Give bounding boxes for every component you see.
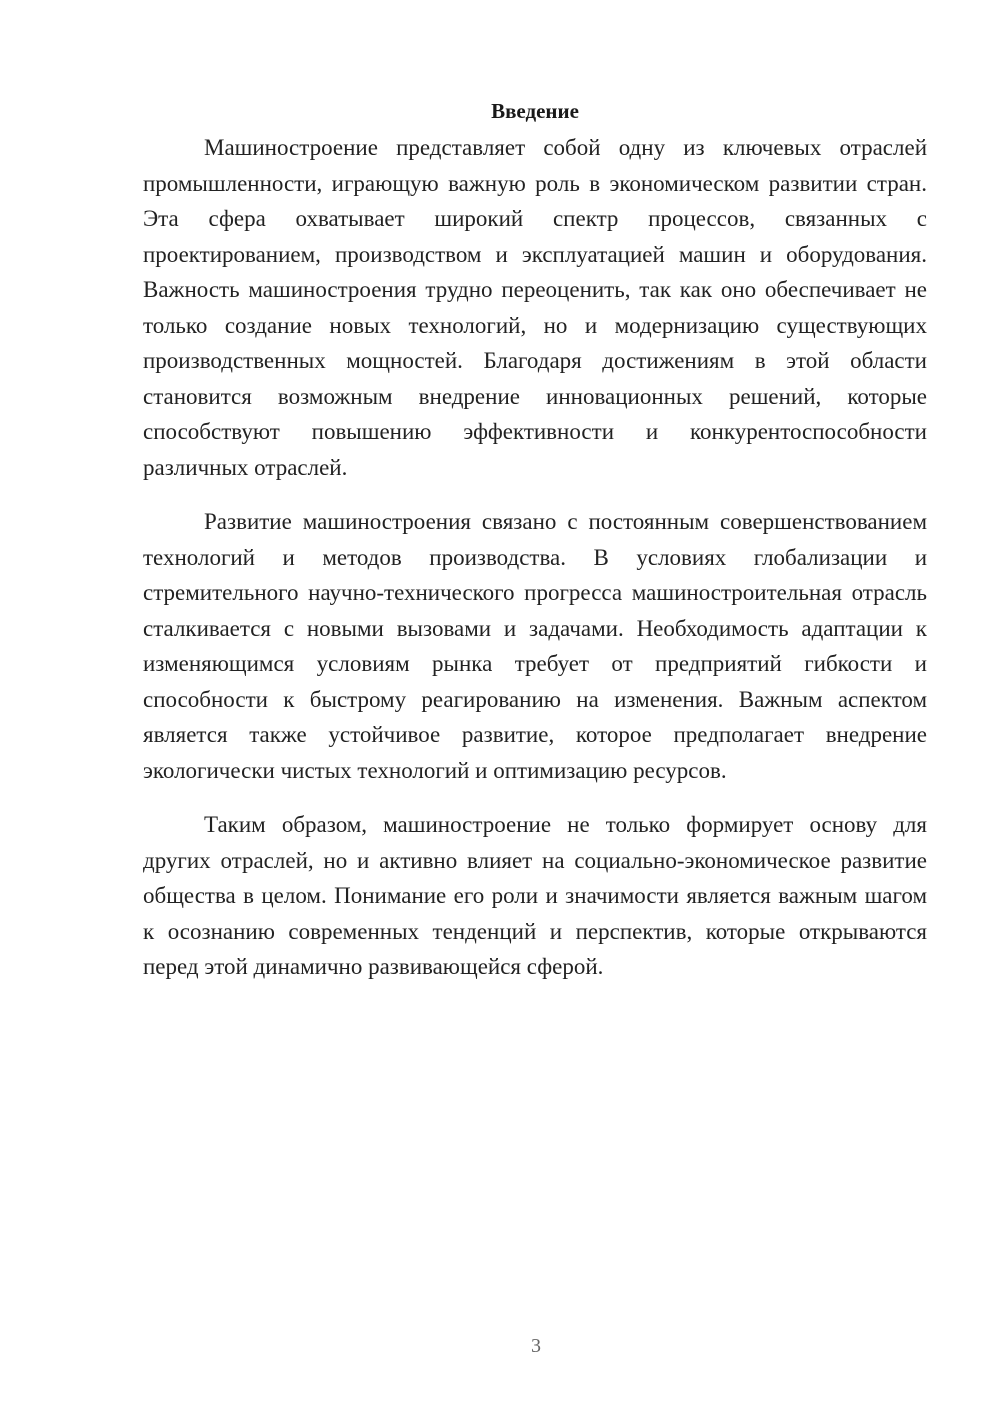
paragraph-1: Машиностроение представляет собой одну из ключевых отраслей промышленности, играющую важную роль в экономическом развитии стран. Эта сфера охватывает широкий спектр процессов, связанных с проектированием, производством и эксплуатацией машин и оборудования. Важность машиностроения трудно переоценить, так как оно обеспечивает не только создание новых технологий, но и модернизацию существующих производственных мощностей. Благодаря достижениям в этой области становится возможным внедрение инновационных решений, которые способствуют повышению эффективности и конкурентоспособности различных отраслей. [143,135,927,480]
section-heading: Введение [491,99,579,123]
page-content [143,96,927,1004]
page-number: 3 [531,1335,541,1357]
paragraph-2: Развитие машиностроения связано с постоянным совершенствованием технологий и методов производства. В условиях глобализации и стремительного научно-технического прогресса машиностроительная отрасль сталкивается с новыми вызовами и задачами. Необходимость адаптации к изменяющимся условиям рынка требует от предприятий гибкости и способности к быстрому реагированию на изменения. Важным аспектом является также устойчивое развитие, которое предполагает внедрение экологически чистых технологий и оптимизацию ресурсов. [143,509,927,783]
paragraph-3: Таким образом, машиностроение не только формирует основу для других отраслей, но и активно влияет на социально-экономическое развитие общества в целом. Понимание его роли и значимости является важным шагом к осознанию современных тенденций и перспектив, которые открываются перед этой динамично развивающейся сферой. [143,812,927,979]
